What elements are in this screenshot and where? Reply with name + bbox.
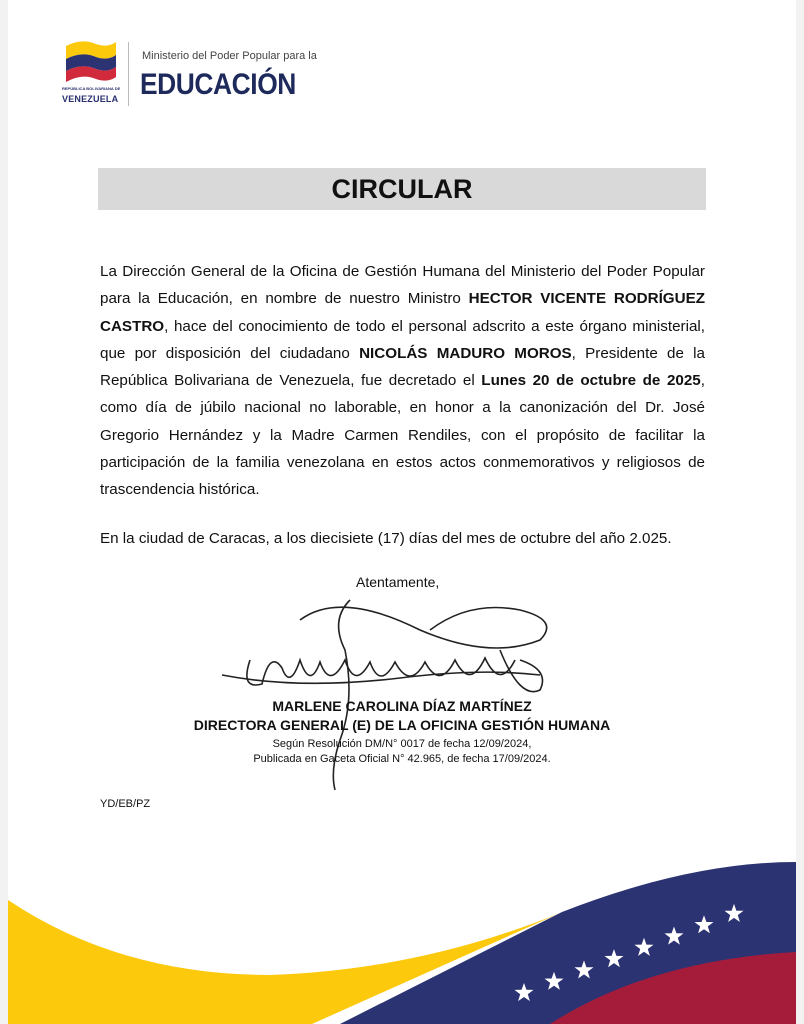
body-text: , como día de júbilo nacional no laborable, en honor a la canonización del Dr. José Gregorio Hernández y la Madre Carmen Rendiles, con el propósito de facilitar la participación de la familia venezolana en estos actos conmemorativos y religiosos de trascendencia histórica. bbox=[100, 372, 705, 499]
country-small-label: REPÚBLICA BOLIVARIANA DE bbox=[62, 86, 121, 91]
resolution-line-2: Publicada en Gaceta Oficial N° 42.965, de fecha 17/09/2024. bbox=[253, 753, 551, 765]
bold-text: HECTOR VICENTE RODRÍGUEZ CASTRO bbox=[100, 290, 705, 335]
ministry-line: Ministerio del Poder Popular para la bbox=[142, 50, 317, 62]
signer-name: MARLENE CAROLINA DÍAZ MARTÍNEZ bbox=[272, 698, 532, 714]
initials: YD/EB/PZ bbox=[100, 798, 151, 810]
city-date: En la ciudad de Caracas, a los diecisiete (17) días del mes de octubre del año 2.025. bbox=[100, 529, 672, 547]
signer-role: DIRECTORA GENERAL (E) DE LA OFICINA GESTIÓN HUMANA bbox=[193, 717, 611, 733]
body-text: La Dirección General de la Oficina de Gestión Humana del Ministerio del Poder Popular para la Educación, en nombre de nuestro Ministro bbox=[100, 263, 705, 308]
document-title: CIRCULAR bbox=[98, 168, 706, 210]
body-text: , Presidente de la República Bolivariana de Venezuela, fue decretado el bbox=[100, 344, 705, 390]
body-text: , hace del conocimiento de todo el personal adscrito a este órgano ministerial, que por disposición del ciudadano bbox=[100, 317, 705, 362]
bold-text: NICOLÁS MADURO MOROS bbox=[359, 344, 572, 362]
ministry-name: EDUCACIÓN bbox=[140, 68, 296, 101]
bold-text: Lunes 20 de octubre de 2025 bbox=[481, 372, 701, 390]
country-label: VENEZUELA bbox=[62, 94, 119, 104]
resolution-line-1: Según Resolución DM/N° 0017 de fecha 12/09/2024, bbox=[272, 738, 532, 750]
closing: Atentamente, bbox=[356, 574, 440, 590]
